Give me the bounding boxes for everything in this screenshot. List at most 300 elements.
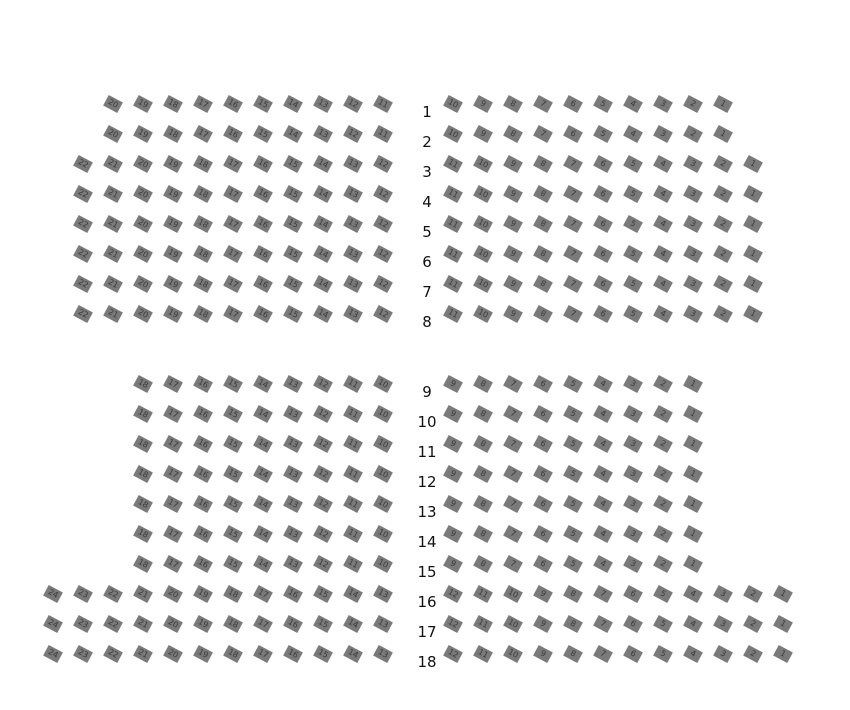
seat[interactable] <box>343 555 363 573</box>
seat[interactable] <box>593 525 613 543</box>
seat[interactable] <box>283 245 303 263</box>
seat[interactable] <box>313 495 333 513</box>
seat[interactable] <box>713 95 733 113</box>
seat[interactable] <box>343 435 363 453</box>
seat[interactable] <box>473 275 493 293</box>
seat[interactable] <box>373 405 393 423</box>
seat[interactable] <box>533 155 553 173</box>
seat[interactable] <box>163 585 183 603</box>
seat[interactable] <box>133 615 153 633</box>
seat[interactable] <box>743 585 763 603</box>
seat[interactable] <box>223 615 243 633</box>
seat[interactable] <box>623 405 643 423</box>
seat[interactable] <box>253 435 273 453</box>
seat[interactable] <box>623 245 643 263</box>
seat[interactable] <box>193 435 213 453</box>
seat[interactable] <box>593 185 613 203</box>
seat[interactable] <box>283 155 303 173</box>
seat[interactable] <box>563 435 583 453</box>
seat[interactable] <box>503 305 523 323</box>
seat[interactable] <box>593 275 613 293</box>
seat[interactable] <box>503 495 523 513</box>
seat[interactable] <box>563 645 583 663</box>
seat[interactable] <box>133 405 153 423</box>
seat[interactable] <box>343 125 363 143</box>
seat[interactable] <box>503 585 523 603</box>
seat[interactable] <box>533 125 553 143</box>
seat[interactable] <box>313 275 333 293</box>
seat[interactable] <box>163 95 183 113</box>
seat[interactable] <box>313 245 333 263</box>
seat[interactable] <box>163 275 183 293</box>
seat[interactable] <box>563 185 583 203</box>
seat[interactable] <box>313 525 333 543</box>
seat[interactable] <box>253 405 273 423</box>
seat[interactable] <box>223 525 243 543</box>
seat[interactable] <box>223 185 243 203</box>
seat[interactable] <box>683 465 703 483</box>
seat[interactable] <box>373 555 393 573</box>
seat[interactable] <box>313 185 333 203</box>
seat[interactable] <box>283 435 303 453</box>
seat[interactable] <box>43 645 63 663</box>
seat[interactable] <box>533 305 553 323</box>
seat[interactable] <box>283 555 303 573</box>
seat[interactable] <box>683 375 703 393</box>
seat[interactable] <box>743 615 763 633</box>
seat[interactable] <box>683 495 703 513</box>
seat[interactable] <box>593 465 613 483</box>
seat[interactable] <box>683 245 703 263</box>
seat[interactable] <box>653 215 673 233</box>
seat[interactable] <box>133 495 153 513</box>
seat[interactable] <box>593 405 613 423</box>
seat[interactable] <box>43 615 63 633</box>
seat[interactable] <box>253 585 273 603</box>
seat[interactable] <box>283 95 303 113</box>
seat[interactable] <box>103 215 123 233</box>
seat[interactable] <box>683 185 703 203</box>
seat[interactable] <box>653 525 673 543</box>
seat[interactable] <box>503 155 523 173</box>
seat[interactable] <box>283 405 303 423</box>
seat[interactable] <box>103 305 123 323</box>
seat[interactable] <box>193 585 213 603</box>
seat[interactable] <box>373 615 393 633</box>
seat[interactable] <box>313 585 333 603</box>
seat[interactable] <box>133 185 153 203</box>
seat[interactable] <box>133 155 153 173</box>
seat[interactable] <box>563 95 583 113</box>
seat[interactable] <box>253 245 273 263</box>
seat[interactable] <box>73 645 93 663</box>
seat[interactable] <box>593 435 613 453</box>
seat[interactable] <box>133 95 153 113</box>
seat[interactable] <box>503 245 523 263</box>
seat[interactable] <box>503 375 523 393</box>
seat[interactable] <box>253 305 273 323</box>
seat[interactable] <box>503 435 523 453</box>
seat[interactable] <box>373 185 393 203</box>
seat[interactable] <box>283 615 303 633</box>
seat[interactable] <box>503 215 523 233</box>
seat[interactable] <box>653 645 673 663</box>
seat[interactable] <box>773 645 793 663</box>
seat[interactable] <box>313 405 333 423</box>
seat[interactable] <box>473 305 493 323</box>
seat[interactable] <box>743 645 763 663</box>
seat[interactable] <box>533 525 553 543</box>
seat[interactable] <box>653 555 673 573</box>
seat[interactable] <box>683 275 703 293</box>
seat[interactable] <box>283 215 303 233</box>
seat[interactable] <box>653 465 673 483</box>
seat[interactable] <box>503 465 523 483</box>
seat[interactable] <box>133 275 153 293</box>
seat[interactable] <box>343 645 363 663</box>
seat[interactable] <box>653 155 673 173</box>
seat[interactable] <box>133 525 153 543</box>
seat[interactable] <box>713 215 733 233</box>
seat[interactable] <box>683 215 703 233</box>
seat[interactable] <box>593 615 613 633</box>
seat[interactable] <box>503 185 523 203</box>
seat[interactable] <box>193 95 213 113</box>
seat[interactable] <box>533 375 553 393</box>
seat[interactable] <box>253 645 273 663</box>
seat[interactable] <box>713 155 733 173</box>
seat[interactable] <box>713 305 733 323</box>
seat[interactable] <box>683 525 703 543</box>
seat[interactable] <box>283 275 303 293</box>
seat[interactable] <box>313 645 333 663</box>
seat[interactable] <box>623 465 643 483</box>
seat[interactable] <box>313 95 333 113</box>
seat[interactable] <box>133 465 153 483</box>
seat[interactable] <box>563 245 583 263</box>
seat[interactable] <box>133 125 153 143</box>
seat[interactable] <box>73 215 93 233</box>
seat[interactable] <box>713 585 733 603</box>
seat[interactable] <box>193 525 213 543</box>
seat[interactable] <box>193 645 213 663</box>
seat[interactable] <box>683 645 703 663</box>
seat[interactable] <box>373 525 393 543</box>
seat[interactable] <box>163 125 183 143</box>
seat[interactable] <box>343 495 363 513</box>
seat[interactable] <box>473 495 493 513</box>
seat[interactable] <box>623 435 643 453</box>
seat[interactable] <box>683 615 703 633</box>
seat[interactable] <box>623 155 643 173</box>
seat[interactable] <box>163 215 183 233</box>
seat[interactable] <box>253 95 273 113</box>
seat[interactable] <box>533 405 553 423</box>
seat[interactable] <box>563 615 583 633</box>
seat[interactable] <box>373 95 393 113</box>
seat[interactable] <box>223 555 243 573</box>
seat[interactable] <box>743 245 763 263</box>
seat[interactable] <box>133 585 153 603</box>
seat[interactable] <box>283 645 303 663</box>
seat[interactable] <box>73 275 93 293</box>
seat[interactable] <box>193 275 213 293</box>
seat[interactable] <box>713 245 733 263</box>
seat[interactable] <box>683 305 703 323</box>
seat[interactable] <box>623 95 643 113</box>
seat[interactable] <box>313 615 333 633</box>
seat[interactable] <box>563 215 583 233</box>
seat[interactable] <box>223 275 243 293</box>
seat[interactable] <box>563 465 583 483</box>
seat[interactable] <box>133 645 153 663</box>
seat[interactable] <box>223 465 243 483</box>
seat[interactable] <box>563 495 583 513</box>
seat[interactable] <box>593 585 613 603</box>
seat[interactable] <box>563 375 583 393</box>
seat[interactable] <box>373 645 393 663</box>
seat[interactable] <box>253 615 273 633</box>
seat[interactable] <box>473 435 493 453</box>
seat[interactable] <box>283 375 303 393</box>
seat[interactable] <box>133 435 153 453</box>
seat[interactable] <box>193 495 213 513</box>
seat[interactable] <box>653 275 673 293</box>
seat[interactable] <box>503 125 523 143</box>
seat[interactable] <box>283 305 303 323</box>
seat[interactable] <box>223 155 243 173</box>
seat[interactable] <box>283 185 303 203</box>
seat[interactable] <box>223 305 243 323</box>
seat[interactable] <box>343 615 363 633</box>
seat[interactable] <box>533 185 553 203</box>
seat[interactable] <box>253 155 273 173</box>
seat[interactable] <box>133 555 153 573</box>
seat[interactable] <box>73 245 93 263</box>
seat[interactable] <box>623 305 643 323</box>
seat[interactable] <box>253 555 273 573</box>
seat[interactable] <box>623 555 643 573</box>
seat[interactable] <box>563 125 583 143</box>
seat[interactable] <box>193 405 213 423</box>
seat[interactable] <box>683 125 703 143</box>
seat[interactable] <box>683 155 703 173</box>
seat[interactable] <box>223 435 243 453</box>
seat[interactable] <box>253 465 273 483</box>
seat[interactable] <box>163 245 183 263</box>
seat[interactable] <box>103 185 123 203</box>
seat[interactable] <box>73 305 93 323</box>
seat[interactable] <box>713 615 733 633</box>
seat[interactable] <box>283 585 303 603</box>
seat[interactable] <box>193 555 213 573</box>
seat[interactable] <box>563 305 583 323</box>
seat[interactable] <box>73 185 93 203</box>
seat[interactable] <box>503 645 523 663</box>
seat[interactable] <box>563 155 583 173</box>
seat[interactable] <box>563 555 583 573</box>
seat[interactable] <box>163 375 183 393</box>
seat[interactable] <box>223 405 243 423</box>
seat[interactable] <box>593 215 613 233</box>
seat[interactable] <box>193 375 213 393</box>
seat[interactable] <box>103 155 123 173</box>
seat[interactable] <box>533 245 553 263</box>
seat[interactable] <box>253 125 273 143</box>
seat[interactable] <box>503 95 523 113</box>
seat[interactable] <box>163 305 183 323</box>
seat[interactable] <box>223 95 243 113</box>
seat[interactable] <box>653 95 673 113</box>
seat[interactable] <box>473 645 493 663</box>
seat[interactable] <box>193 615 213 633</box>
seat[interactable] <box>473 375 493 393</box>
seat[interactable] <box>623 185 643 203</box>
seat[interactable] <box>653 405 673 423</box>
seat[interactable] <box>563 585 583 603</box>
seat[interactable] <box>713 185 733 203</box>
seat[interactable] <box>593 375 613 393</box>
seat[interactable] <box>373 245 393 263</box>
seat[interactable] <box>503 555 523 573</box>
seat[interactable] <box>343 465 363 483</box>
seat[interactable] <box>163 465 183 483</box>
seat[interactable] <box>373 305 393 323</box>
seat[interactable] <box>253 495 273 513</box>
seat[interactable] <box>253 275 273 293</box>
seat[interactable] <box>283 495 303 513</box>
seat[interactable] <box>653 585 673 603</box>
seat[interactable] <box>473 95 493 113</box>
seat[interactable] <box>743 155 763 173</box>
seat[interactable] <box>313 215 333 233</box>
seat[interactable] <box>313 555 333 573</box>
seat[interactable] <box>533 645 553 663</box>
seat[interactable] <box>253 215 273 233</box>
seat[interactable] <box>503 405 523 423</box>
seat[interactable] <box>133 245 153 263</box>
seat[interactable] <box>623 215 643 233</box>
seat[interactable] <box>533 585 553 603</box>
seat[interactable] <box>133 305 153 323</box>
seat[interactable] <box>163 155 183 173</box>
seat[interactable] <box>373 465 393 483</box>
seat[interactable] <box>533 435 553 453</box>
seat[interactable] <box>473 125 493 143</box>
seat[interactable] <box>343 275 363 293</box>
seat[interactable] <box>473 185 493 203</box>
seat[interactable] <box>653 435 673 453</box>
seat[interactable] <box>343 95 363 113</box>
seat[interactable] <box>593 555 613 573</box>
seat[interactable] <box>223 125 243 143</box>
seat[interactable] <box>283 525 303 543</box>
seat[interactable] <box>563 275 583 293</box>
seat[interactable] <box>653 375 673 393</box>
seat[interactable] <box>373 375 393 393</box>
seat[interactable] <box>313 125 333 143</box>
seat[interactable] <box>503 275 523 293</box>
seat[interactable] <box>473 555 493 573</box>
seat[interactable] <box>343 525 363 543</box>
seat[interactable] <box>343 305 363 323</box>
seat[interactable] <box>373 585 393 603</box>
seat[interactable] <box>683 95 703 113</box>
seat[interactable] <box>73 615 93 633</box>
seat[interactable] <box>223 245 243 263</box>
seat[interactable] <box>193 185 213 203</box>
seat[interactable] <box>163 435 183 453</box>
seat[interactable] <box>313 465 333 483</box>
seat[interactable] <box>373 125 393 143</box>
seat[interactable] <box>313 435 333 453</box>
seat[interactable] <box>533 215 553 233</box>
seat[interactable] <box>373 435 393 453</box>
seat[interactable] <box>163 185 183 203</box>
seat[interactable] <box>313 305 333 323</box>
seat[interactable] <box>223 495 243 513</box>
seat[interactable] <box>713 125 733 143</box>
seat[interactable] <box>103 125 123 143</box>
seat[interactable] <box>103 245 123 263</box>
seat[interactable] <box>193 155 213 173</box>
seat[interactable] <box>653 615 673 633</box>
seat[interactable] <box>473 525 493 543</box>
seat[interactable] <box>653 245 673 263</box>
seat[interactable] <box>103 645 123 663</box>
seat[interactable] <box>223 215 243 233</box>
seat[interactable] <box>373 155 393 173</box>
seat[interactable] <box>253 185 273 203</box>
seat[interactable] <box>743 305 763 323</box>
seat[interactable] <box>473 155 493 173</box>
seat[interactable] <box>133 215 153 233</box>
seat[interactable] <box>103 615 123 633</box>
seat[interactable] <box>103 95 123 113</box>
seat[interactable] <box>713 275 733 293</box>
seat[interactable] <box>253 375 273 393</box>
seat[interactable] <box>623 275 643 293</box>
seat[interactable] <box>623 125 643 143</box>
seat[interactable] <box>623 375 643 393</box>
seat[interactable] <box>73 155 93 173</box>
seat[interactable] <box>563 405 583 423</box>
seat[interactable] <box>193 245 213 263</box>
seat[interactable] <box>373 495 393 513</box>
seat[interactable] <box>623 525 643 543</box>
seat[interactable] <box>473 405 493 423</box>
seat[interactable] <box>193 215 213 233</box>
seat[interactable] <box>473 245 493 263</box>
seat[interactable] <box>593 155 613 173</box>
seat[interactable] <box>473 215 493 233</box>
seat[interactable] <box>683 405 703 423</box>
seat[interactable] <box>473 585 493 603</box>
seat[interactable] <box>163 645 183 663</box>
seat[interactable] <box>223 645 243 663</box>
seat[interactable] <box>343 405 363 423</box>
seat[interactable] <box>623 495 643 513</box>
seat[interactable] <box>653 495 673 513</box>
seat[interactable] <box>773 585 793 603</box>
seat[interactable] <box>593 125 613 143</box>
seat[interactable] <box>683 435 703 453</box>
seat[interactable] <box>683 585 703 603</box>
seat[interactable] <box>223 585 243 603</box>
seat[interactable] <box>653 125 673 143</box>
seat[interactable] <box>623 615 643 633</box>
seat[interactable] <box>163 555 183 573</box>
